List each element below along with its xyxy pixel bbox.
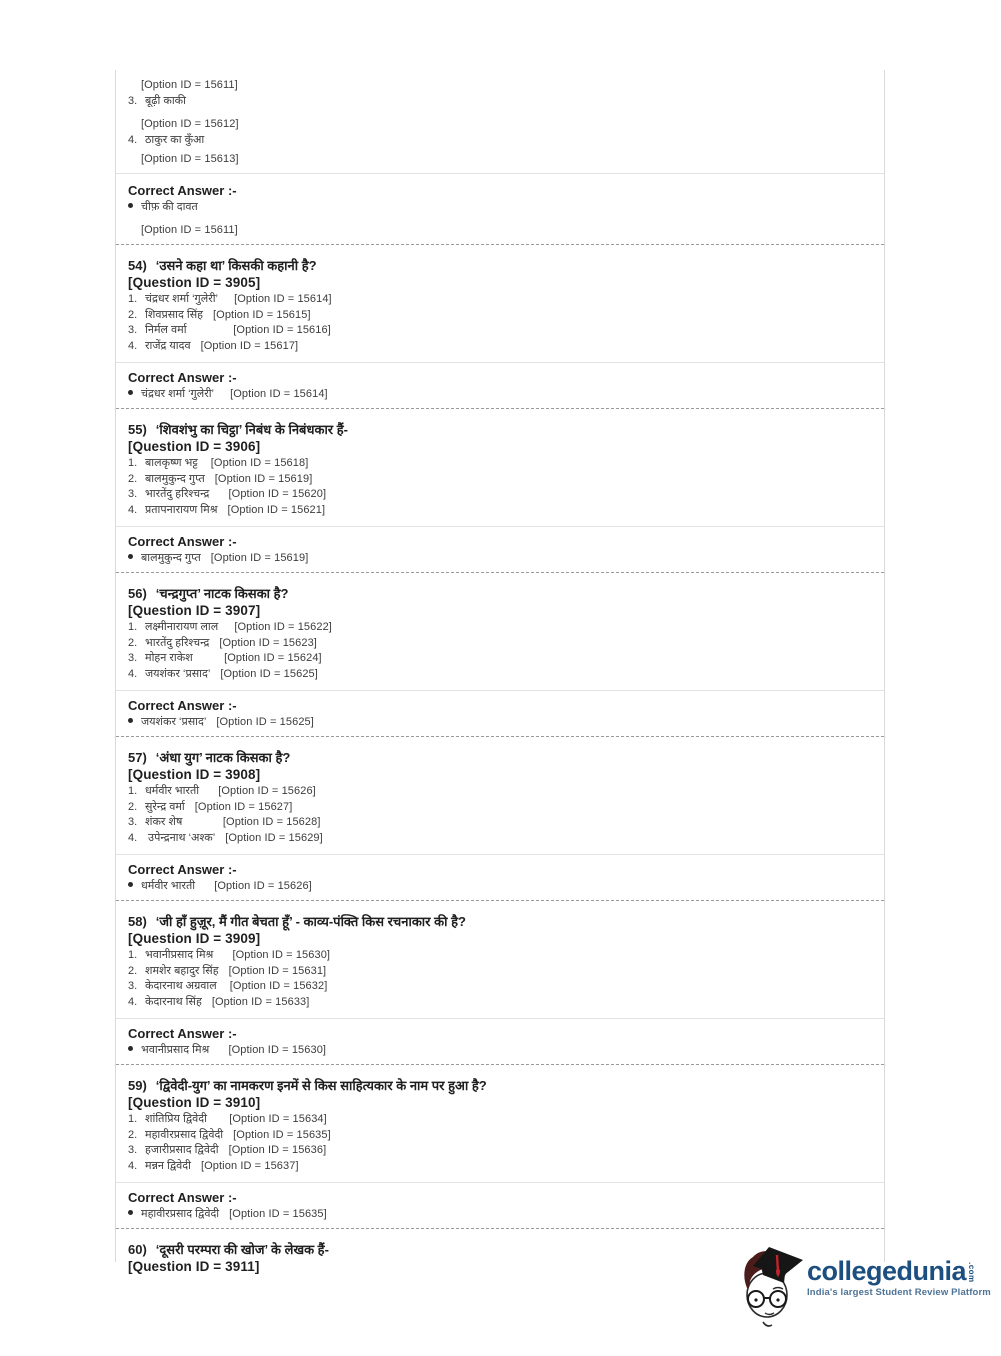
- question-body: [116, 573, 884, 690]
- option-row: [128, 1128, 872, 1144]
- bullet-icon: [128, 390, 133, 395]
- question-title: [128, 585, 872, 602]
- correct-answer-section: [116, 691, 884, 736]
- correct-answer-section: [116, 1183, 884, 1228]
- question-id: [Question ID = 3911]: [128, 1259, 260, 1274]
- option-number: 4.: [128, 995, 138, 1008]
- option-row: [128, 308, 872, 324]
- logo-tld-text: .com: [967, 1262, 977, 1283]
- question-body: [116, 409, 884, 526]
- correct-answer-section: [116, 1019, 884, 1064]
- option-id: [Option ID = 15635]: [233, 1128, 331, 1141]
- correct-answer-section: [116, 174, 884, 244]
- bullet-icon: [128, 1210, 133, 1215]
- question-id: [Question ID = 3909]: [128, 931, 261, 946]
- option-id: [Option ID = 15630]: [232, 949, 331, 961]
- option-row: [128, 636, 872, 652]
- answer-label: चीफ़ की दावत: [141, 201, 198, 213]
- option-number: 2.: [128, 472, 138, 485]
- option-label: केदारनाथ अग्रवाल: [145, 980, 220, 992]
- option-label: उपेन्द्रनाथ ‘अश्क’: [145, 831, 216, 844]
- question-body: [116, 737, 884, 854]
- question-id: [Question ID = 3907]: [128, 603, 261, 618]
- option-label: बालकृष्ण भट्ट: [145, 457, 201, 469]
- option-id: [Option ID = 15618]: [210, 457, 309, 469]
- question-block: [116, 901, 884, 1065]
- option-label: शिवप्रसाद सिंह: [145, 308, 204, 321]
- question-number: 55): [128, 422, 147, 437]
- option-id: [Option ID = 15616]: [233, 324, 331, 336]
- question-number: 58): [128, 914, 147, 929]
- option-number: 2.: [128, 964, 138, 977]
- question-block: [116, 245, 884, 409]
- option-label: भारतेंदु हरिश्चन्द्र: [145, 488, 219, 500]
- answer-label: चंद्रधर शर्मा ‘गुलेरी’: [141, 388, 221, 400]
- answer-option-id: [Option ID = 15626]: [214, 880, 312, 892]
- correct-answer-section: [116, 855, 884, 900]
- question-text: ‘जी हाँ हुज़ूर, मैं गीत बेचता हूँ’ - काव्य-पंक्ति किस रचनाकार की है?: [155, 914, 466, 929]
- question-block: [116, 1065, 884, 1229]
- option-number: 3.: [128, 488, 138, 500]
- option-label: भवानीप्रसाद मिश्र: [145, 949, 223, 961]
- option-label: शांतिप्रिय द्विवेदी: [145, 1113, 220, 1125]
- question-title: [128, 1077, 872, 1094]
- option-label: महावीरप्रसाद द्विवेदी: [145, 1128, 224, 1141]
- question-number: 57): [128, 750, 147, 765]
- question-id: [Question ID = 3905]: [128, 275, 261, 290]
- options-list: [128, 948, 872, 1010]
- option-row: [128, 964, 872, 980]
- question-text: ‘चन्द्रगुप्त’ नाटक किसका है?: [155, 586, 289, 601]
- option-id: [Option ID = 15614]: [234, 293, 332, 305]
- option-row: [128, 784, 872, 800]
- option-row: [128, 1159, 872, 1175]
- question-id: [Question ID = 3908]: [128, 767, 261, 782]
- option-row: [128, 503, 872, 519]
- logo-brand-text: collegedunia: [807, 1256, 967, 1286]
- option-number: 1.: [128, 949, 138, 961]
- option-id: [Option ID = 15611]: [141, 79, 238, 91]
- correct-answer-row: [128, 550, 872, 567]
- correct-answer-row: [128, 1206, 872, 1223]
- question-block: [116, 737, 884, 901]
- answer-option-id: [Option ID = 15625]: [216, 716, 314, 728]
- question-id: [Question ID = 3906]: [128, 439, 261, 454]
- option-id: [Option ID = 15612]: [141, 118, 239, 130]
- option-number: 3.: [128, 980, 138, 992]
- correct-answer-heading: Correct Answer :-: [128, 370, 237, 385]
- option-id: [Option ID = 15619]: [214, 472, 313, 485]
- option-label: मन्नन द्विवेदी: [145, 1159, 191, 1172]
- bullet-icon: [128, 718, 133, 723]
- option-id: [Option ID = 15621]: [227, 503, 326, 516]
- question-id: [Question ID = 3910]: [128, 1095, 261, 1110]
- option-number: 1.: [128, 457, 138, 469]
- option-id: [Option ID = 15613]: [141, 153, 239, 165]
- option-id: [Option ID = 15634]: [229, 1113, 327, 1125]
- option-label: चंद्रधर शर्मा ‘गुलेरी’: [145, 293, 225, 305]
- option-row: [128, 339, 872, 355]
- answer-option-id: [Option ID = 15630]: [228, 1044, 327, 1056]
- question-number: 56): [128, 586, 147, 601]
- question-number: 60): [128, 1242, 147, 1257]
- correct-answer-section: [116, 527, 884, 572]
- option-row: [128, 487, 872, 503]
- correct-answer-row: [128, 1042, 872, 1059]
- bullet-icon: [128, 203, 133, 208]
- question-block: [116, 573, 884, 737]
- correct-answer-row: [128, 386, 872, 403]
- question-title: [128, 257, 872, 274]
- correct-answer-section: [116, 363, 884, 408]
- option-row: [128, 800, 872, 816]
- option-number: 2.: [128, 800, 138, 813]
- option-label: राजेंद्र यादव: [145, 339, 191, 352]
- question-text: ‘उसने कहा था’ किसकी कहानी है?: [155, 258, 317, 273]
- logo-text-column: [807, 1246, 991, 1298]
- option-label: बालमुकुन्द गुप्त: [145, 472, 205, 485]
- option-number: 1.: [128, 293, 138, 305]
- answer-option-id: [Option ID = 15619]: [210, 552, 309, 564]
- option-label: ठाकुर का कुँआ: [145, 134, 205, 146]
- option-row: [128, 651, 872, 667]
- correct-answer-heading: Correct Answer :-: [128, 1026, 237, 1041]
- answer-key-content-box: [115, 70, 885, 1274]
- question-text: ‘अंधा युग’ नाटक किसका है?: [155, 750, 291, 765]
- options-list: [128, 784, 872, 846]
- answer-label: भवानीप्रसाद मिश्र: [141, 1044, 219, 1056]
- option-label: हजारीप्रसाद द्विवेदी: [145, 1144, 219, 1156]
- option-id: [Option ID = 15622]: [234, 621, 332, 633]
- option-row: [128, 93, 872, 109]
- questions-list: [116, 245, 884, 1229]
- option-label: बूढ़ी काकी: [145, 95, 186, 107]
- question-number: 59): [128, 1078, 147, 1093]
- option-id: [Option ID = 15617]: [200, 339, 299, 352]
- option-row: [128, 1143, 872, 1159]
- option-id: [Option ID = 15628]: [222, 816, 321, 828]
- option-row: [128, 1112, 872, 1128]
- bullet-icon: [128, 882, 133, 887]
- logo-tagline: India's largest Student Review Platform: [807, 1287, 991, 1298]
- option-label: शंकर शेष: [145, 816, 213, 828]
- option-row: [128, 831, 872, 847]
- option-label: प्रतापनारायण मिश्र: [145, 503, 218, 516]
- option-number: 4.: [128, 831, 138, 844]
- partial-top-options: [116, 70, 884, 167]
- option-number: 2.: [128, 1128, 138, 1141]
- option-label: शमशेर बहादुर सिंह: [145, 964, 219, 977]
- option-id: [Option ID = 15625]: [220, 667, 318, 680]
- answer-label: जयशंकर ‘प्रसाद’: [141, 716, 207, 728]
- option-label: धर्मवीर भारती: [145, 785, 209, 797]
- options-list: [128, 456, 872, 518]
- option-number: 4.: [128, 1159, 138, 1172]
- option-number: 2.: [128, 308, 138, 321]
- option-row: [128, 948, 872, 964]
- option-id: [Option ID = 15627]: [194, 800, 293, 813]
- option-row: [128, 323, 872, 339]
- option-number: 3.: [128, 324, 138, 336]
- option-row: [128, 620, 872, 636]
- option-number: 2.: [128, 636, 138, 649]
- option-row: [128, 132, 872, 148]
- option-label: भारतेंदु हरिश्चन्द्र: [145, 636, 210, 649]
- option-number: 3.: [128, 1144, 138, 1156]
- option-id: [Option ID = 15623]: [219, 636, 317, 649]
- question-title: [128, 913, 872, 930]
- question-title: [128, 421, 872, 438]
- answer-label: धर्मवीर भारती: [141, 880, 205, 892]
- option-number: 3.: [128, 95, 138, 107]
- question-number: 54): [128, 258, 147, 273]
- option-id: [Option ID = 15615]: [213, 308, 311, 321]
- answer-option-id: [Option ID = 15611]: [141, 224, 238, 236]
- option-id: [Option ID = 15633]: [211, 995, 310, 1008]
- option-id: [Option ID = 15626]: [218, 785, 316, 797]
- correct-answer-heading: Correct Answer :-: [128, 1190, 237, 1205]
- collegedunia-mascot-icon: [741, 1246, 805, 1330]
- option-id: [Option ID = 15629]: [225, 831, 323, 844]
- question-body: [116, 245, 884, 362]
- answer-label: बालमुकुन्द गुप्त: [141, 552, 201, 564]
- correct-answer-heading: Correct Answer :-: [128, 534, 237, 549]
- option-row: [128, 292, 872, 308]
- correct-answer-row: [128, 878, 872, 895]
- option-number: 3.: [128, 652, 138, 664]
- correct-answer-heading: Correct Answer :-: [128, 698, 237, 713]
- option-id: [Option ID = 15620]: [228, 488, 327, 500]
- option-row: [128, 667, 872, 683]
- bullet-icon: [128, 554, 133, 559]
- question-block-partial-top: [116, 70, 884, 245]
- correct-answer-row: [128, 714, 872, 731]
- question-text: ‘द्विवेदी-युग’ का नामकरण इनमें से किस साहित्यकार के नाम पर हुआ है?: [155, 1078, 487, 1093]
- option-label: लक्ष्मीनारायण लाल: [145, 621, 225, 633]
- option-id: [Option ID = 15631]: [228, 964, 327, 977]
- option-label: सुरेन्द्र वर्मा: [145, 800, 185, 813]
- option-id: [Option ID = 15632]: [229, 980, 328, 992]
- question-text: ‘दूसरी परम्परा की खोज’ के लेखक हैं-: [155, 1242, 329, 1257]
- correct-answer-row: [128, 199, 872, 216]
- option-label: मोहन राकेश: [145, 652, 215, 664]
- option-row: [128, 472, 872, 488]
- option-number: 1.: [128, 1113, 138, 1125]
- question-title: [128, 749, 872, 766]
- option-number: 4.: [128, 339, 138, 352]
- option-row: [128, 815, 872, 831]
- options-list: [128, 292, 872, 354]
- option-label: केदारनाथ सिंह: [145, 995, 202, 1008]
- option-number: 4.: [128, 667, 138, 680]
- question-body: [116, 1065, 884, 1182]
- options-list: [128, 1112, 872, 1174]
- bullet-icon: [128, 1046, 133, 1051]
- question-body: [116, 901, 884, 1018]
- option-number: 3.: [128, 816, 138, 828]
- answer-option-id: [Option ID = 15635]: [229, 1208, 327, 1220]
- answer-label: महावीरप्रसाद द्विवेदी: [141, 1208, 220, 1220]
- collegedunia-logo: [741, 1246, 991, 1332]
- option-id: [Option ID = 15624]: [224, 652, 322, 664]
- option-row: [128, 979, 872, 995]
- option-id: [Option ID = 15636]: [228, 1144, 327, 1156]
- option-label: निर्मल वर्मा: [145, 324, 224, 336]
- option-number: 4.: [128, 503, 138, 516]
- option-number: 1.: [128, 621, 138, 633]
- option-number: 4.: [128, 134, 138, 146]
- correct-answer-heading: Correct Answer :-: [128, 183, 237, 198]
- option-label: जयशंकर ‘प्रसाद’: [145, 667, 211, 680]
- question-text: ‘शिवशंभु का चिट्ठा’ निबंध के निबंधकार हैं-: [155, 422, 348, 437]
- option-id: [Option ID = 15637]: [201, 1159, 299, 1172]
- option-row: [128, 995, 872, 1011]
- correct-answer-heading: Correct Answer :-: [128, 862, 237, 877]
- option-row: [128, 456, 872, 472]
- question-block: [116, 409, 884, 573]
- options-list: [128, 620, 872, 682]
- answer-option-id: [Option ID = 15614]: [230, 388, 328, 400]
- option-number: 1.: [128, 785, 138, 797]
